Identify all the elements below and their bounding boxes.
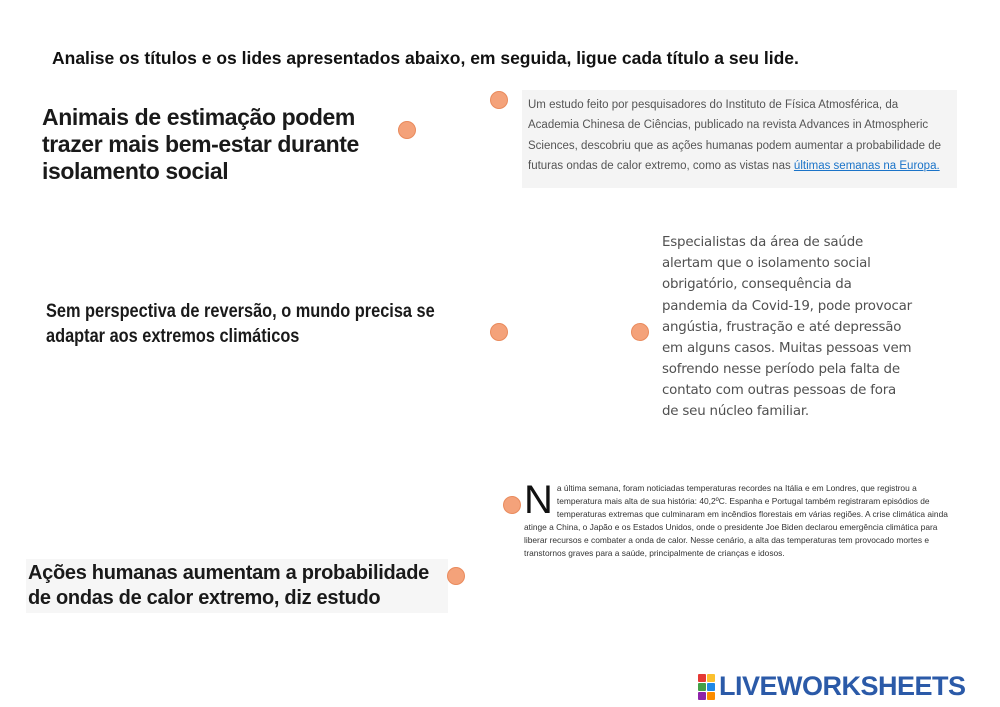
title-heat-waves-study: Ações humanas aumentam a probabilidade de ondas de calor extremo, diz estudo [26, 559, 448, 613]
lide-3-connector-dot[interactable] [503, 496, 521, 514]
liveworksheets-logo-icon [698, 674, 715, 700]
lide-1-link[interactable]: últimas semanas na Europa. [793, 160, 940, 173]
lide-heat-study [522, 90, 957, 188]
liveworksheets-brand [698, 671, 966, 702]
title-1-connector-dot[interactable] [398, 121, 416, 139]
lide-1-text: Um estudo feito por pesquisadores do Instituto de Física Atmosférica, da Academia Chinesa de Ciências, publicado na revista Advances in Atmospheric Sciences, descobriu que as ações humanas podem aumentar a probabilidade de futuras ondas de calor extremo, como as vistas nas [528, 99, 941, 173]
brand-name: LIVEWORKSHEETS [719, 671, 966, 701]
lide-isolation-health: Especialistas da área de saúde alertam que o isolamento social obrigatório, consequência da pandemia da Covid-19, pode provocar angústia, frustração e até depressão em alguns casos. Muitas pessoas vem sofrendo nesse período pela falta de contato com outras pessoas de fora de seu núcleo familiar. [662, 235, 912, 420]
title-3-connector-dot[interactable] [447, 567, 465, 585]
instruction-text: Analise os títulos e os lides apresentados abaixo, em seguida, ligue cada título a seu lide. [52, 48, 799, 68]
lide-record-temperatures [524, 478, 960, 560]
lide-3-text: a última semana, foram noticiadas temperaturas recordes na Itália e em Londres, que registrou a temperatura mais alta de sua história: 40,2ºC. Espanha e Portugal também registraram episódios de temperaturas extremas que culminaram em incêndios florestais em várias regiões. A crise climática ainda atinge a China, o Japão e os Estados Unidos, onde o presidente Joe Biden declarou emergência climática para liberar recursos e combater a onda de calor. Nesse cenário, a alta das temperaturas tem provocado mortes e transtornos graves para a saúde, principalmente de crianças e idosos. [524, 483, 948, 559]
title-climate-extremes: Sem perspectiva de reversão, o mundo precisa se adaptar aos extremos climáticos [46, 301, 435, 347]
lide-3-dropcap: N [524, 478, 553, 522]
lide-2-connector-dot[interactable] [631, 323, 649, 341]
lide-1-connector-dot[interactable] [490, 91, 508, 109]
title-pets-wellbeing: Animais de estimação podem trazer mais bem-estar durante isolamento social [42, 104, 359, 185]
title-2-connector-dot[interactable] [490, 323, 508, 341]
